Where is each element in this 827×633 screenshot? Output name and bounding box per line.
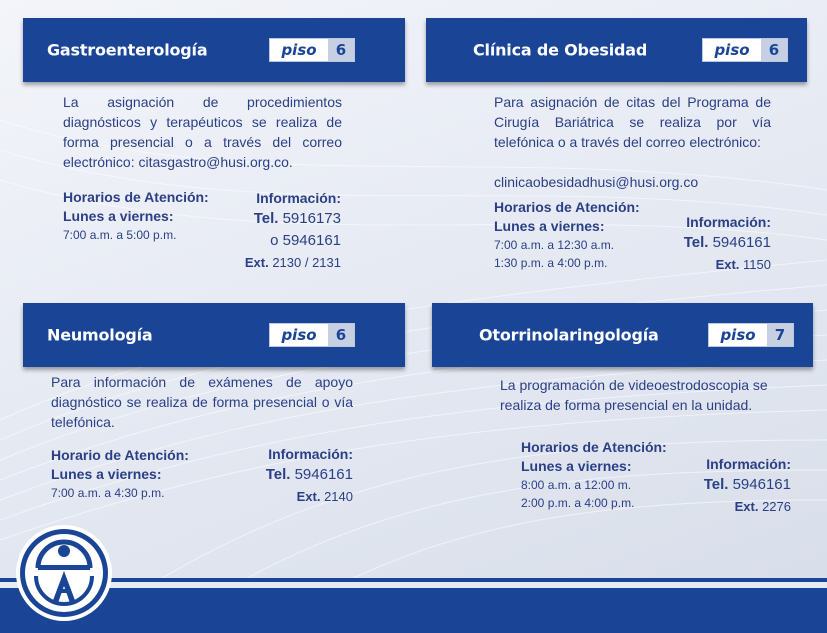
- section-title: Otorrinolaringología: [479, 325, 659, 345]
- info-title: Información:: [686, 214, 771, 230]
- hours-title: Horario de Atención:: [51, 447, 189, 463]
- hours-days: Lunes a viernes:: [63, 208, 174, 224]
- hours-line: 7:00 a.m. a 4:30 p.m.: [51, 486, 165, 500]
- hours-line: 2:00 p.m. a 4:00 p.m.: [521, 496, 635, 510]
- floor-label: piso: [703, 39, 761, 61]
- phone-number: [245, 208, 341, 230]
- extension-label: Ext.: [296, 489, 321, 504]
- extension: [266, 486, 353, 507]
- info-title: Información:: [268, 446, 353, 462]
- extension: [704, 496, 791, 517]
- extension-value: 2140: [324, 489, 353, 504]
- extension: [245, 252, 341, 273]
- extension: [684, 254, 771, 275]
- section-description: Para información de exámenes de apoyo diagnóstico se realiza de forma presencial o vía telefónica.: [51, 374, 353, 430]
- opening-hours: [494, 198, 640, 272]
- phone-number: [266, 464, 353, 486]
- contact-info: [684, 212, 771, 275]
- extension-label: Ext.: [715, 257, 740, 272]
- header-gastroenterologia: [23, 18, 405, 82]
- extension-value: 1150: [743, 257, 771, 272]
- floor-badge: [702, 38, 788, 62]
- info-title: Información:: [256, 190, 341, 206]
- phone-value: 5946161: [294, 466, 353, 483]
- phone-label: Tel.: [265, 466, 291, 483]
- contact-info: [266, 444, 353, 507]
- contact-info: [704, 454, 791, 517]
- hours-days: Lunes a viernes:: [521, 458, 632, 474]
- opening-hours: [63, 188, 209, 244]
- hours-line: 1:30 p.m. a 4:00 p.m.: [494, 256, 608, 270]
- footer-band: [0, 588, 827, 633]
- phone-number: [704, 474, 791, 496]
- header-otorrinolaringologia: [432, 303, 813, 367]
- info-title: Información:: [706, 456, 791, 472]
- floor-label: piso: [270, 324, 328, 346]
- opening-hours: [51, 446, 189, 502]
- hours-line: 8:00 a.m. a 12:00 m.: [521, 478, 632, 492]
- phone-label: Tel.: [253, 210, 279, 227]
- floor-badge: [708, 323, 794, 347]
- header-clinica-obesidad: [426, 18, 807, 82]
- floor-number: 7: [767, 324, 793, 346]
- extension-label: Ext.: [244, 255, 269, 270]
- hours-title: Horarios de Atención:: [494, 199, 640, 215]
- floor-badge: [269, 38, 355, 62]
- hours-line: 7:00 a.m. a 12:30 a.m.: [494, 238, 615, 252]
- extension-value: 2276: [762, 499, 791, 514]
- phone-value: 5946161: [732, 476, 791, 493]
- contact-info: [245, 188, 341, 273]
- section-title: Neumología: [47, 325, 153, 345]
- floor-number: 6: [761, 39, 787, 61]
- section-description: Para asignación de citas del Programa de Cirugía Bariátrica se realiza por vía telefónica o a través del correo electrónico:: [494, 94, 771, 150]
- section-title: Clínica de Obesidad: [473, 40, 648, 60]
- phone-alt: o 5946161: [270, 232, 341, 249]
- header-neumologia: [23, 303, 405, 367]
- floor-label: piso: [270, 39, 328, 61]
- extension-label: Ext.: [734, 499, 759, 514]
- section-title: Gastroenterología: [47, 40, 208, 60]
- section-email: clinicaobesidadhusi@husi.org.co: [494, 174, 699, 190]
- phone-label: Tel.: [683, 234, 709, 251]
- phone-value: 5916173: [282, 210, 341, 227]
- hours-days: Lunes a viernes:: [494, 218, 605, 234]
- hours-line: 7:00 a.m. a 5:00 p.m.: [63, 228, 177, 242]
- floor-badge: [269, 323, 355, 347]
- hospital-logo-icon: [14, 523, 114, 623]
- floor-number: 6: [328, 39, 354, 61]
- hours-title: Horarios de Atención:: [521, 439, 667, 455]
- phone-label: Tel.: [703, 476, 729, 493]
- floor-label: piso: [709, 324, 767, 346]
- section-description: La asignación de procedimientos diagnósticos y terapéuticos se realiza de forma presencial o a través del correo electrónico: citasgastro@husi.org.co.: [63, 94, 342, 170]
- phone-number: [684, 232, 771, 254]
- hours-title: Horarios de Atención:: [63, 189, 209, 205]
- extension-value: 2130 / 2131: [272, 255, 341, 270]
- section-description: La programación de videoestrodoscopia se realiza de forma presencial en la unidad.: [500, 377, 768, 413]
- floor-number: 6: [328, 324, 354, 346]
- phone-value: 5946161: [712, 234, 771, 251]
- opening-hours: [521, 438, 667, 512]
- hours-days: Lunes a viernes:: [51, 466, 162, 482]
